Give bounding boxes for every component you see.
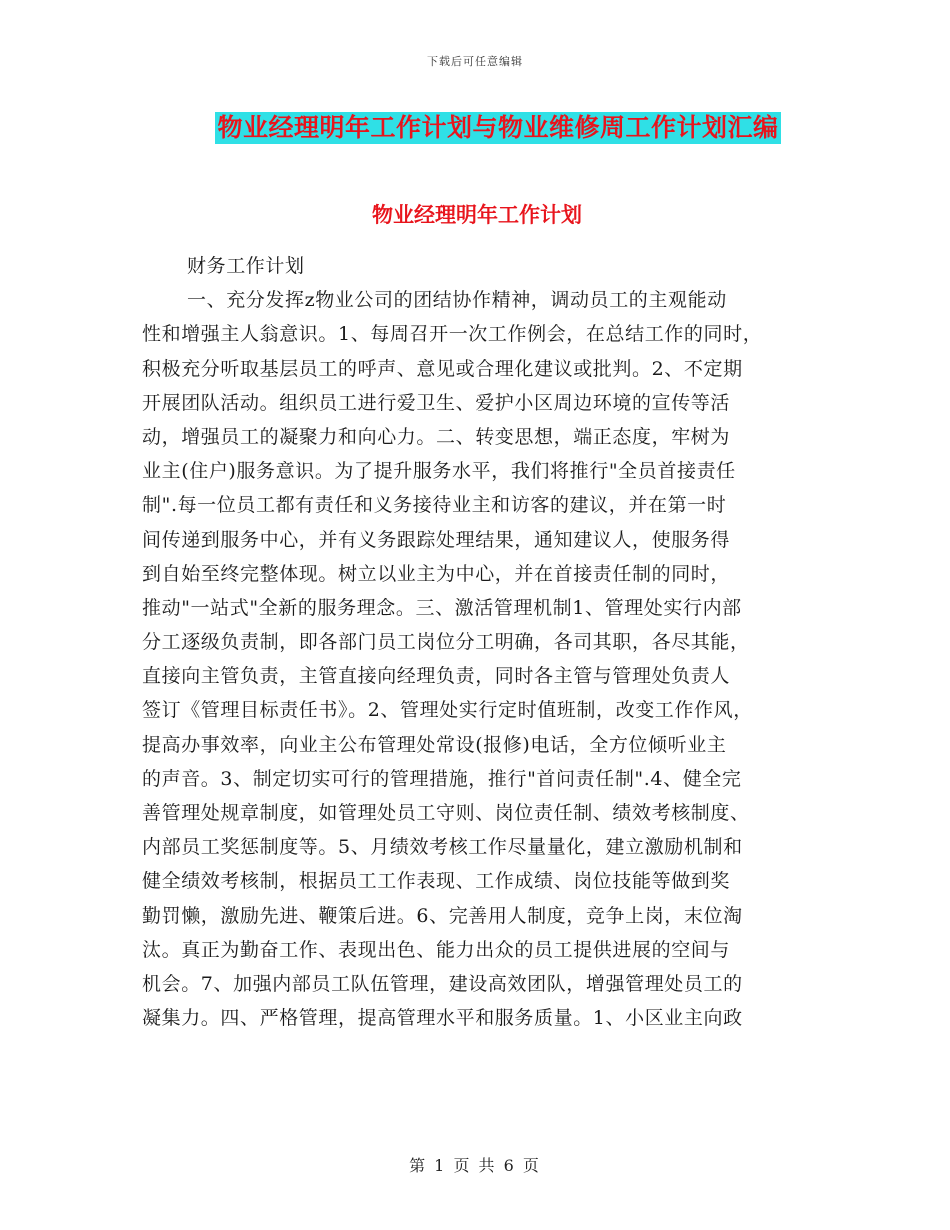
body-line: 到自始至终完整体现。树立以业主为中心，并在首接责任制的同时，: [142, 562, 731, 585]
body-line: 开展团队活动。组织员工进行爱卫生、爱护小区周边环境的宣传等活: [142, 391, 731, 414]
document-title-container: [0, 112, 950, 144]
document-title: 物业经理明年工作计划与物业维修周工作计划汇编: [217, 113, 779, 142]
body-line: 善管理处规章制度，如管理处员工守则、岗位责任制、绩效考核制度、: [142, 802, 750, 824]
body-line: 的声音。3、制定切实可行的管理措施，推行"首问责任制".4、健全完: [142, 767, 742, 790]
body-text: [142, 249, 818, 1035]
body-line: 凝集力。四、严格管理，提高管理水平和服务质量。1、小区业主向政: [142, 1007, 743, 1030]
body-line: 推动"一站式"全新的服务理念。三、激活管理机制1、管理处实行内部: [142, 596, 742, 619]
body-line: 汰。真正为勤奋工作、表现出色、能力出众的员工提供进展的空间与: [142, 938, 731, 961]
body-line: 分工逐级负责制，即各部门员工岗位分工明确，各司其职，各尽其能，: [142, 631, 750, 654]
body-line: 内部员工奖惩制度等。5、月绩效考核工作尽量量化，建立激励机制和: [142, 836, 743, 859]
paragraph-heading: 财务工作计划: [187, 255, 305, 277]
section-title: 物业经理明年工作计划: [372, 203, 582, 227]
body-line: 勤罚懒，激励先进、鞭策后进。6、完善用人制度，竞争上岗，末位淘: [142, 904, 743, 927]
body-line: 直接向主管负责，主管直接向经理负责，同时各主管与管理处负责人: [142, 665, 731, 688]
body-line: 签订《管理目标责任书》。2、管理处实行定时值班制，改变工作作风，: [142, 699, 753, 722]
body-line: 机会。7、加强内部员工队伍管理，建设高效团队，增强管理处员工的: [142, 972, 743, 995]
header-note: 下载后可任意编辑: [427, 55, 523, 68]
body-line: 间传递到服务中心，并有义务跟踪处理结果，通知建议人，使服务得: [142, 528, 731, 551]
body-line: 动，增强员工的凝聚力和向心力。二、转变思想，端正态度，牢树为: [142, 425, 731, 448]
body-line: 业主(住户)服务意识。为了提升服务水平，我们将推行"全员首接责任: [142, 460, 736, 483]
body-line: 提高办事效率，向业主公布管理处常设(报修)电话，全方位倾听业主: [142, 733, 727, 756]
body-line: 积极充分听取基层员工的呼声、意见或合理化建议或批判。2、不定期: [142, 357, 743, 380]
body-line: 性和增强主人翁意识。1、每周召开一次工作例会，在总结工作的同时，: [142, 323, 763, 346]
body-line: 健全绩效考核制，根据员工工作表现、工作成绩、岗位技能等做到奖: [142, 870, 731, 893]
body-line: 制".每一位员工都有责任和义务接待业主和访客的建议，并在第一时: [142, 494, 727, 517]
body-line: 一、充分发挥z物业公司的团结协作精神，调动员工的主观能动: [187, 289, 727, 312]
page-footer: 第 1 页 共 6 页: [409, 1156, 541, 1175]
